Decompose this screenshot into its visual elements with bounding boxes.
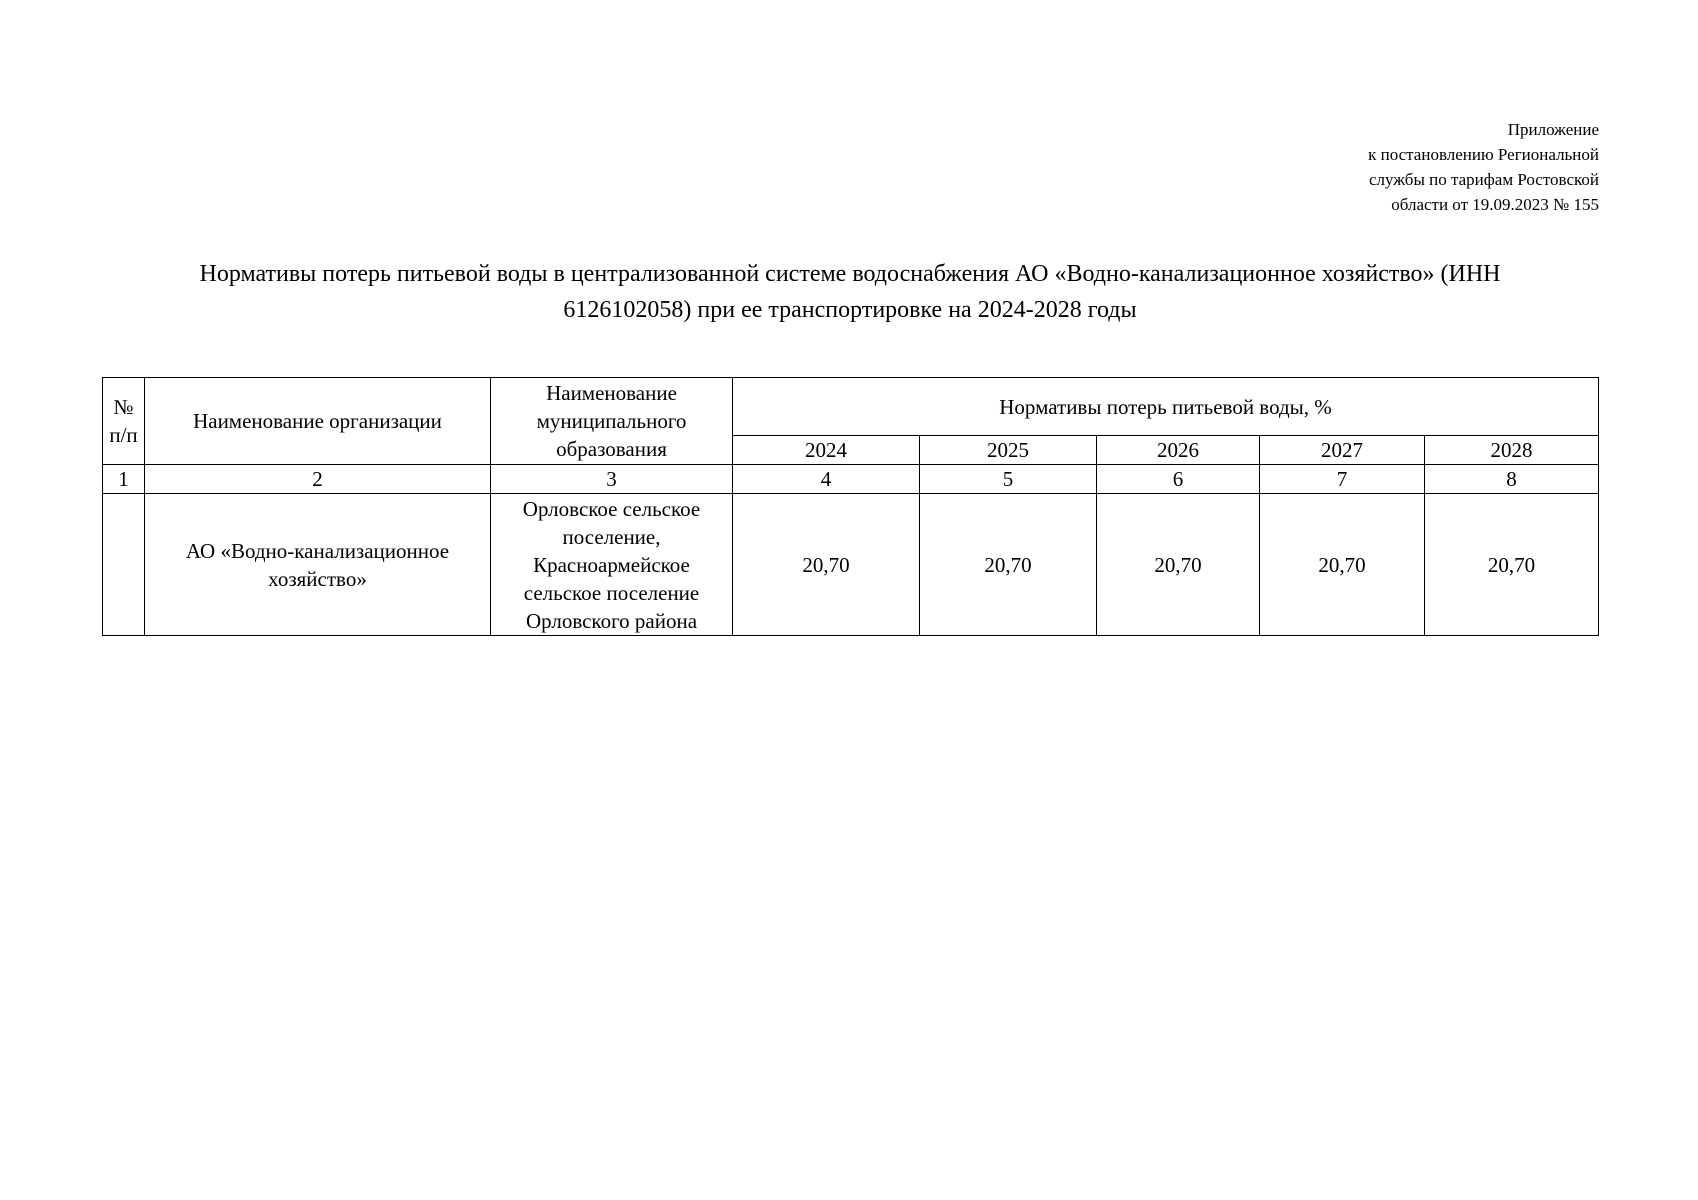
title-line: 6126102058) при ее транспортировке на 2024-2028 годы bbox=[563, 297, 1137, 323]
row-municipality bbox=[491, 494, 733, 636]
column-number: 6 bbox=[1097, 465, 1260, 494]
header-municipality bbox=[491, 378, 733, 465]
column-number: 8 bbox=[1425, 465, 1599, 494]
row-org bbox=[145, 494, 491, 636]
appendix-line: области от 19.09.2023 № 155 bbox=[1391, 195, 1599, 214]
header-num bbox=[103, 378, 145, 465]
column-number: 4 bbox=[733, 465, 920, 494]
row-value-2024: 20,70 bbox=[733, 494, 920, 636]
column-number-row bbox=[103, 465, 1599, 494]
header-municipality-line: Наименование bbox=[546, 381, 677, 405]
header-year: 2024 bbox=[733, 436, 920, 465]
row-municipality-line: сельское поселение bbox=[523, 580, 700, 605]
header-num-line2: п/п bbox=[109, 423, 138, 447]
header-year: 2027 bbox=[1260, 436, 1425, 465]
row-value-2026: 20,70 bbox=[1097, 494, 1260, 636]
appendix-line: службы по тарифам Ростовской bbox=[1368, 170, 1599, 189]
header-municipality-line: муниципального bbox=[536, 409, 687, 433]
column-number: 3 bbox=[491, 465, 733, 494]
row-value-2028: 20,70 bbox=[1425, 494, 1599, 636]
row-value-2027: 20,70 bbox=[1260, 494, 1425, 636]
header-year: 2025 bbox=[920, 436, 1097, 465]
row-org-line: АО «Водно-канализационное bbox=[185, 538, 450, 563]
column-number: 2 bbox=[145, 465, 491, 494]
table-row bbox=[103, 494, 1599, 636]
appendix-line: к постановлению Региональной bbox=[1368, 145, 1599, 164]
header-org: Наименование организации bbox=[145, 378, 491, 465]
header-num-line1: № bbox=[113, 395, 134, 419]
column-number: 5 bbox=[920, 465, 1097, 494]
document-title bbox=[100, 256, 1600, 328]
header-year: 2026 bbox=[1097, 436, 1260, 465]
header-year: 2028 bbox=[1425, 436, 1599, 465]
column-number: 1 bbox=[103, 465, 145, 494]
appendix-line: Приложение bbox=[1507, 120, 1599, 139]
row-municipality-line: Орловское сельское bbox=[522, 496, 701, 521]
column-number: 7 bbox=[1260, 465, 1425, 494]
row-org-line: хозяйство» bbox=[268, 566, 367, 591]
row-num bbox=[103, 494, 145, 636]
row-municipality-line: Красноармейское bbox=[533, 552, 690, 577]
title-line: Нормативы потерь питьевой воды в централизованной системе водоснабжения АО «Водно-канализационное хозяйство» (ИНН bbox=[199, 261, 1501, 287]
header-municipality-line: образования bbox=[556, 437, 667, 461]
row-municipality-line: поселение, bbox=[562, 524, 661, 549]
row-value-2025: 20,70 bbox=[920, 494, 1097, 636]
norms-table bbox=[102, 377, 1599, 636]
header-norms: Нормативы потерь питьевой воды, % bbox=[733, 378, 1599, 436]
appendix-block bbox=[1368, 117, 1599, 217]
row-municipality-line: Орловского района bbox=[525, 608, 698, 633]
